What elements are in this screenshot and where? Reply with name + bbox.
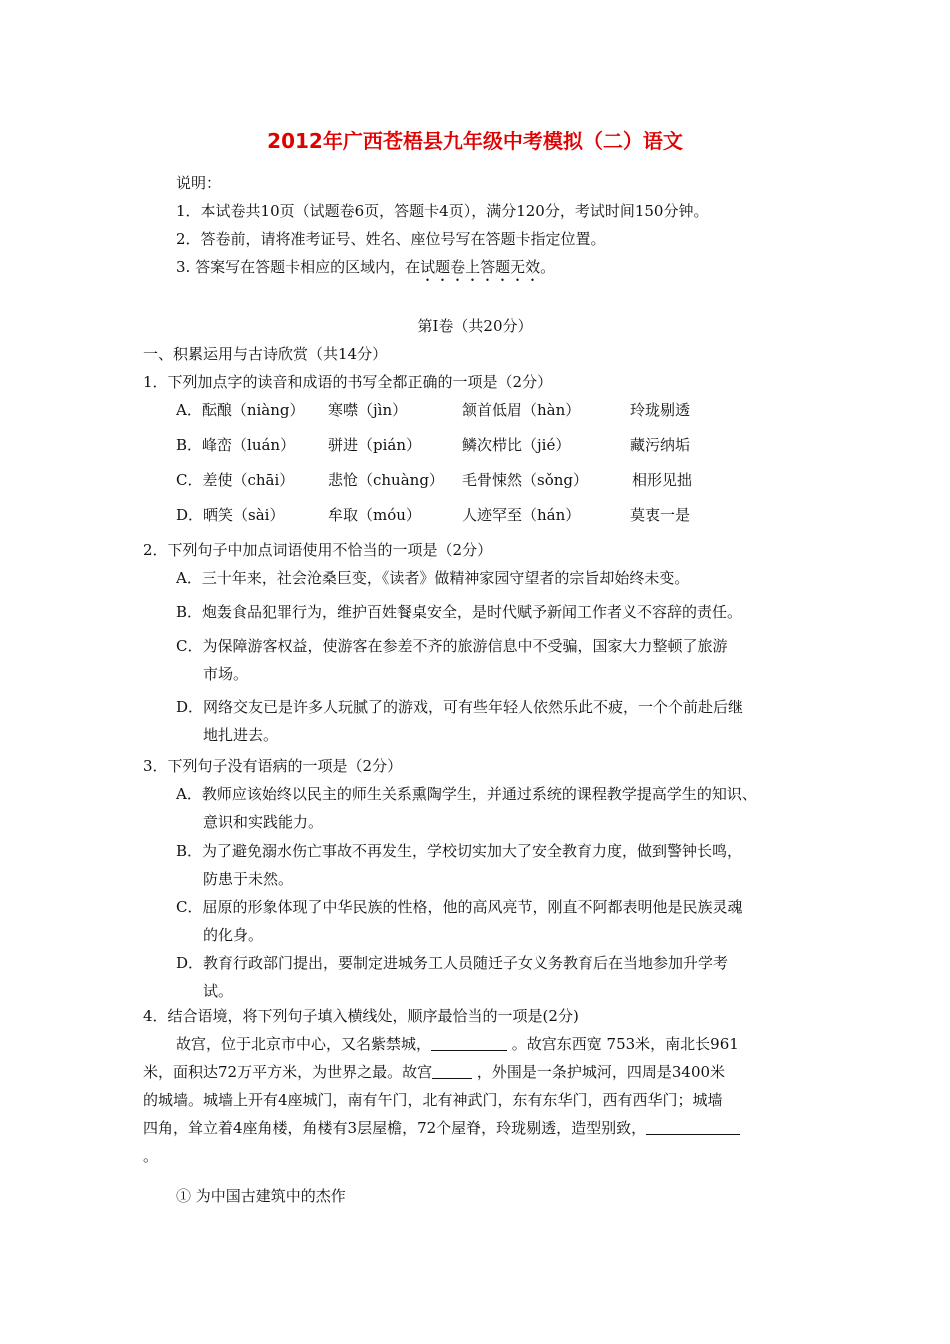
question-1-stem: 1．下列加点字的读音和成语的书写全都正确的一项是（2分） xyxy=(143,373,553,391)
q4-passage-line5: 。 xyxy=(143,1147,159,1165)
q4-passage-line4: 四角，耸立着4座角楼，角楼有3层屋檐，72个屋脊，玲珑剔透，造型别致， xyxy=(143,1118,740,1138)
note-item-2: 2．答卷前，请将准考证号、姓名、座位号写在答题卡指定位置。 xyxy=(176,230,606,248)
answer-blank[interactable] xyxy=(431,1034,507,1051)
q3-option-a-cont: 意识和实践能力。 xyxy=(203,813,324,831)
q1-a-word1: A．酝酿（niàng） xyxy=(176,401,305,419)
question-4-stem: 4．结合语境，将下列句子填入横线处，顺序最恰当的一项是(2分) xyxy=(143,1007,579,1025)
q4-passage-line1: 故宫，位于北京市中心，又名紫禁城， 。故宫东西宽 753米，南北长961 xyxy=(176,1035,739,1053)
q1-b-word2: 骈进（pián） xyxy=(328,436,422,454)
q1-d-word3: 人迹罕至（hán） xyxy=(462,506,581,524)
page-title: 2012年广西苍梧县九年级中考模拟（二）语文 xyxy=(267,129,683,153)
answer-blank[interactable] xyxy=(646,1118,740,1135)
q1-c-word1: C．差使（chāi） xyxy=(176,471,295,489)
section-heading: 一、积累运用与古诗欣赏（共14分） xyxy=(143,345,388,363)
q4-passage-line2: 米，面积达72万平方米，为世界之最。故宫 ，外围是一条护城河，四周是3400米 xyxy=(143,1063,726,1081)
answer-blank[interactable] xyxy=(432,1062,472,1079)
q1-c-word4: 相形见拙 xyxy=(632,471,693,489)
q2-option-b: B．炮轰食品犯罪行为，维护百姓餐桌安全，是时代赋予新闻工作者义不容辞的责任。 xyxy=(176,603,743,621)
note-item-1: 1．本试卷共10页（试题卷6页，答题卡4页），满分120分，考试时间150分钟。 xyxy=(176,202,709,220)
q3-option-b: B．为了避免溺水伤亡事故不再发生，学校切实加大了安全教育力度，做到警钟长鸣， xyxy=(176,842,743,860)
q1-b-word4: 藏污纳垢 xyxy=(630,436,691,454)
q1-a-word3: 颔首低眉（hàn） xyxy=(462,401,581,419)
q1-d-word2: 牟取（móu） xyxy=(328,506,421,524)
q1-c-word3: 毛骨悚然（sǒng） xyxy=(462,471,588,489)
notes-heading: 说明： xyxy=(176,174,222,192)
q4-option-1: ① 为中国古建筑中的杰作 xyxy=(176,1187,346,1205)
q1-d-word4: 莫衷一是 xyxy=(630,506,691,524)
q1-a-word2: 寒噤（jìn） xyxy=(328,401,408,419)
q2-option-d: D．网络交友已是许多人玩腻了的游戏，可有些年轻人依然乐此不疲，一个个前赴后继 xyxy=(176,698,744,716)
q3-option-c: C．屈原的形象体现了中华民族的性格，他的高风亮节，刚直不阿都表明他是民族灵魂 xyxy=(176,898,743,916)
q1-b-word1: B．峰峦（luán） xyxy=(176,436,296,454)
q3-option-d: D．教育行政部门提出，要制定进城务工人员随迁子女义务教育后在当地参加升学考 xyxy=(176,954,729,972)
q2-option-a: A．三十年来，社会沧桑巨变，《读者》做精神家园守望者的宗旨却始终未变。 xyxy=(176,569,690,587)
note-item-3: 3. 答案写在答题卡相应的区域内，在试题卷上答题无效。 xyxy=(176,258,556,276)
question-3-stem: 3．下列句子没有语病的一项是（2分） xyxy=(143,757,403,775)
q1-a-word4: 玲珑剔透 xyxy=(630,401,691,419)
q3-option-b-cont: 防患于未然。 xyxy=(203,870,294,888)
question-2-stem: 2．下列句子中加点词语使用不恰当的一项是（2分） xyxy=(143,541,493,559)
q3-option-d-cont: 试。 xyxy=(203,982,234,1000)
volume-heading: 第Ⅰ卷（共20分） xyxy=(417,317,533,335)
q4-passage-line3: 的城墙。城墙上开有4座城门，南有午门，北有神武门，东有东华门，西有西华门；城墙 xyxy=(143,1091,723,1109)
q2-option-c-cont: 市场。 xyxy=(203,665,249,683)
q3-option-a: A．教师应该始终以民主的师生关系熏陶学生，并通过系统的课程教学提高学生的知识、 xyxy=(176,785,757,803)
q2-option-c: C．为保障游客权益，使游客在参差不齐的旅游信息中不受骗，国家大力整顿了旅游 xyxy=(176,637,728,655)
q3-option-c-cont: 的化身。 xyxy=(203,926,264,944)
q1-d-word1: D．晒笑（sài） xyxy=(176,506,285,524)
q1-c-word2: 悲怆（chuàng） xyxy=(328,471,444,489)
q1-b-word3: 鳞次栉比（jié） xyxy=(462,436,571,454)
q2-option-d-cont: 地扎进去。 xyxy=(203,726,279,744)
